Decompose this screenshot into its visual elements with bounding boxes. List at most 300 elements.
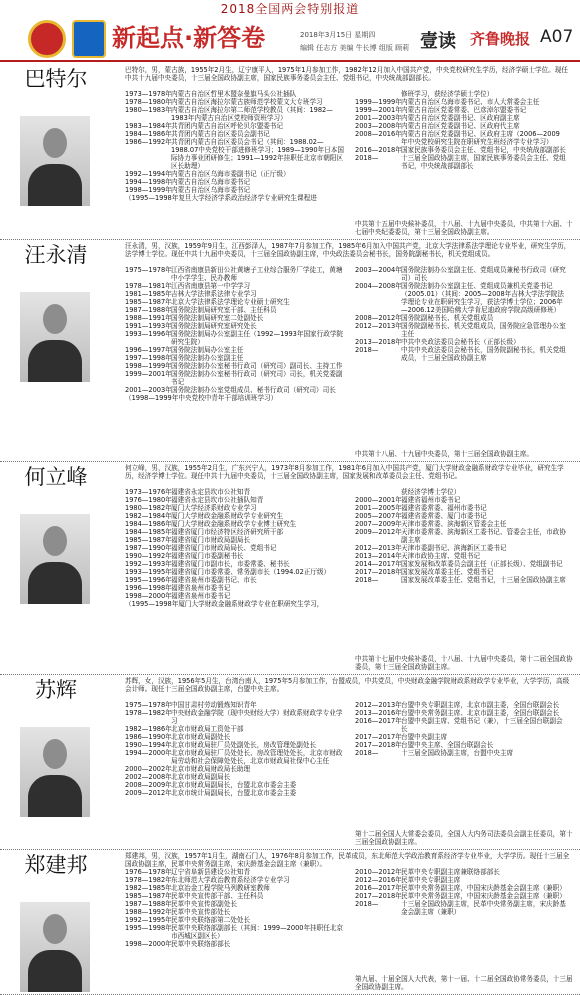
timeline-position: 内蒙古自治区乌海市委书记 [171,186,251,194]
timeline-position: 北京市财政局财政局长助理 [171,765,251,773]
timeline-position: 获经济学博士学位） [401,488,461,496]
portrait-photo [20,514,90,604]
timeline-position: 中国甘肃村劳动锻炼知识青年 [171,701,257,709]
timeline-note: （1998—1999年中央党校中青年干部培训班学习） [125,394,278,402]
timeline-years: 1984—1985年 [125,528,172,536]
timeline-position: 福建省厦门市委副秘书长 [171,552,244,560]
header-date: 2018年3月15日 星期四 [300,31,376,39]
timeline-row [125,306,347,314]
timeline-position: 台盟中央副主席 [401,733,448,741]
portrait-head-shape [43,914,67,944]
timeline-row [125,725,347,733]
timeline-years: 2004—2008年 [355,282,402,290]
newspaper-logo: 齐鲁晚报 [470,30,531,48]
timeline-position: 厦门大学财政金融系财政学专业研究生 [171,512,284,520]
timeline-row [125,386,347,394]
timeline-years: 1985—1987年 [125,536,172,544]
timeline-row [125,773,347,781]
person-name: 何立峰 [24,465,88,489]
career-timeline-left [125,488,347,608]
timeline-position: 国务院法制局办公室副主任（1992—1993年国家行政学院研究生院） [171,330,344,346]
career-timeline-left [125,701,347,797]
timeline-row [125,884,347,892]
timeline-years: 1978—1982年 [125,876,172,884]
timeline-years: 2018— [355,346,379,354]
timeline-row [125,298,347,306]
timeline-position: 福建省泉州市委副书记、市长 [171,576,257,584]
timeline-row [355,346,573,362]
timeline-position: 厦门大学财政金融系财政学专业博士研究生 [171,520,297,528]
timeline-years: 2018— [355,154,379,162]
portrait-photo [20,727,90,817]
timeline-position: 内蒙古自治区海拉尔蒙古族师范学校蒙文大专班学习 [171,98,323,106]
header-title: 新起点·新答卷 [112,24,266,52]
timeline-position: 国务院法制办公室副主任、党组成员兼机关党委书记（2005.01）（其间：2005—2008年吉林大学法学院法学理论专业在职研究生学习，获法学博士学位；2006年—2006.12美国哈佛大学肯尼迪政府学院高级研修班） [401,282,565,314]
cppcc-emblem-icon [72,20,106,58]
timeline-years: 1995—1998年 [125,924,172,932]
timeline-years: 1978—1982年 [125,709,172,717]
timeline-years: 1973—1978年 [125,90,172,98]
timeline-position: 内蒙古自治区党委副书记、区政府主席（2006—2009年中央党校研究生院在职研究生班经济学专业学习） [401,130,560,146]
timeline-position: 民革中央联络部副部长（其间：1999—2000年挂职任北京市西城区副区长） [171,924,344,940]
timeline-row [125,322,347,330]
timeline-years: 1980—1983年 [125,106,172,114]
career-timeline-left [125,90,347,202]
timeline-row [355,868,573,876]
timeline-years: 1993—1995年 [125,568,172,576]
person-profile [0,850,580,995]
timeline-years: 2001—2005年 [355,504,402,512]
timeline-years: 1985—1987年 [125,298,172,306]
timeline-position: 民革中央宣传部干部、主任科员 [171,892,264,900]
person-profile [0,64,580,240]
timeline-years: 1987—1990年 [125,544,172,552]
timeline-row [125,560,347,568]
timeline-row [125,916,347,924]
timeline-position: 十三届全国政协副主席，民革中央常务副主席，宋庆龄基金会副主席（兼职） [401,900,566,916]
timeline-years: 1976—1978年 [125,868,172,876]
timeline-position: 福建省永定县坎市公社知青 [171,488,251,496]
timeline-row [355,504,573,512]
career-timeline-right [355,90,573,170]
timeline-row [125,701,347,709]
timeline-position: 厦门大学经济系财政专业学习 [171,504,257,512]
timeline-row [125,765,347,773]
timeline-position: 北京市财政局副处长 [171,733,231,741]
timeline-row [125,90,347,98]
timeline-row [355,266,573,282]
timeline-position: 内蒙古自治区党委副书记、区政府代主席 [401,122,520,130]
timeline-row [355,749,573,757]
timeline-row [125,592,347,600]
timeline-row [125,781,347,789]
timeline-years: 2008—2009年 [125,781,172,789]
timeline-position: 国务院法制局研究室干部、主任科员 [171,306,277,314]
timeline-row [355,733,573,741]
timeline-row [125,789,347,797]
timeline-position: 民革中央常务副主席，中国宋庆龄基金会副主席（兼职） [401,892,566,900]
timeline-position: 天津市委常委、滨海新区管委会主任 [401,520,507,528]
person-bio: 巴特尔，男，蒙古族，1955年2月生，辽宁康平人，1975年1月参加工作，1982年12月加入中国共产党，中央党校研究生学历，经济学硕士学位。现任中共十九届中央委员，十三届全国政协副主席，国家民族事务委员会主任、党组书记，中央统战部副部长。 [125,66,568,82]
timeline-position: 国务院法制办公室秘书行政司（研究司）副司长、主持工作 [171,362,343,370]
timeline-years: 1982—1985年 [125,884,172,892]
timeline-position: 天津市委副书记、滨海新区工委书记 [401,544,507,552]
timeline-position: 福建省委常委、厦门市委书记 [401,512,487,520]
timeline-row [355,98,573,106]
timeline-row [125,584,347,592]
person-name: 苏辉 [35,678,77,702]
section-name: 壹读 [420,31,456,52]
person-name: 巴特尔 [24,67,88,91]
portrait-head-shape [43,128,67,158]
career-timeline-right [355,701,573,757]
timeline-position: 内蒙古自治区乌海市委书记 [171,178,251,186]
timeline-row [355,884,573,892]
timeline-position: 民革中央宣传部副处长 [171,900,237,908]
timeline-row [125,98,347,106]
timeline-years: 2008—2016年 [355,130,402,138]
person-name: 郑建邦 [24,853,88,877]
timeline-row [355,496,573,504]
timeline-position: 修班学习，获经济学硕士学位） [401,90,494,98]
timeline-years: 2013—2016年 [355,709,402,717]
person-profile [0,675,580,850]
timeline-position: 内蒙古自治区海拉尔第二师范学校教员（其间：1982—1983年内蒙古自治区党校师资班学习） [171,106,333,122]
timeline-row [125,266,347,282]
timeline-years: 1982—1986年 [125,725,172,733]
timeline-row [125,536,347,544]
timeline-row [355,314,573,322]
timeline-years: 1988—1992年 [125,908,172,916]
timeline-row [125,330,347,346]
timeline-years: 1992—1993年 [125,560,172,568]
timeline-row [355,544,573,552]
page-number: A07 [540,27,574,47]
timeline-row [355,568,573,576]
timeline-years: 1996—1998年 [125,584,172,592]
timeline-row [125,346,347,354]
timeline-years: 1984—1986年 [125,130,172,138]
timeline-row [125,488,347,496]
timeline-row [125,504,347,512]
timeline-row [355,90,573,98]
timeline-position: 民革中央专职副主席兼联络部部长 [401,868,500,876]
timeline-position: 福建省厦门市经济特区经济研究所干部 [171,528,284,536]
timeline-years: 2003—2004年 [355,266,402,274]
career-timeline-right [355,488,573,584]
timeline-position: 北京市财政局副局长 [171,773,231,781]
timeline-years: 1990—1992年 [125,552,172,560]
timeline-row [355,146,573,154]
timeline-years: 1975—1978年 [125,266,172,274]
timeline-row [125,496,347,504]
timeline-position: 国家发展和改革委员会副主任（正部长级）、党组副书记 [401,560,563,568]
timeline-position: 国务院法制办公室副主任 [171,354,244,362]
timeline-years: 1986—1992年 [125,138,172,146]
timeline-years: 2012—2013年 [355,544,402,552]
timeline-years: 2009—2012年 [355,528,402,536]
timeline-years: 2013—2014年 [355,552,402,560]
header-banner: 2018全国两会特别报道 [220,2,360,16]
national-emblem-icon [28,20,66,58]
timeline-position: 福建省厦门市副市长，市委常委、秘书长 [171,560,290,568]
timeline-years: 2017—2018年 [355,741,402,749]
timeline-years: 2003—2008年 [355,122,402,130]
timeline-row [355,576,573,584]
timeline-position: 台盟中央副主席、党组书记（兼），十三届全国台联副会长 [401,717,563,733]
career-timeline-left [125,266,347,402]
portrait-head-shape [43,304,67,334]
timeline-years: 1990—1994年 [125,741,172,749]
timeline-years: 1980—1982年 [125,504,172,512]
timeline-row [125,362,347,370]
timeline-years: 1998—2000年 [125,940,172,948]
timeline-row [125,512,347,520]
timeline-years: 2010—2012年 [355,868,402,876]
timeline-row [125,520,347,528]
timeline-position: 国家发展改革委主任、党组书记，十三届全国政协副主席 [401,576,566,584]
portrait-photo [20,292,90,382]
timeline-row [355,512,573,520]
timeline-years: 1984—1986年 [125,520,172,528]
timeline-position: 国家发展改革委主任、党组书记 [401,568,494,576]
timeline-position: 内蒙古自治区乌海市委书记、市人大常委会主任 [401,98,540,106]
timeline-row [355,892,573,900]
timeline-position: 国务院副秘书长、机关党组成员 [401,314,494,322]
timeline-row [355,520,573,528]
timeline-note: （1995—1998年复旦大学经济学系政治经济学专业研究生课程进 [125,194,317,202]
timeline-years: 1981—1985年 [125,290,172,298]
timeline-position: 中共中央政法委员会秘书长，国务院副秘书长，机关党组成员，十三届全国政协副主席 [401,346,566,362]
timeline-row [355,338,573,346]
portrait-photo [20,902,90,992]
timeline-position: 国务院法制办公室秘书行政司（研究司）司长，机关党委副书记 [171,370,343,386]
timeline-position: 国务院法制局研究室二处副处长 [171,314,264,322]
timeline-years: 1993—1996年 [125,330,172,338]
person-bio: 何立峰，男，汉族，1955年2月生，广东兴宁人，1973年8月参加工作，1981年6月加入中国共产党，厦门大学财政金融系财政学专业毕业，研究生学历，经济学博士学位。现任中共十九届中央委员，十三届全国政协副主席，国家发展和改革委员会主任、党组书记。 [125,464,564,480]
timeline-row [125,741,347,749]
timeline-position: 江西省南康县新田公社黄塘子工业综合服务厂学徒工，黄塘中小学学生、民办教师 [171,266,343,282]
timeline-row [125,354,347,362]
timeline-row [125,528,347,536]
timeline-row [125,282,347,290]
portrait-head-shape [43,739,67,769]
timeline-row [355,154,573,170]
timeline-years: 2001—2003年 [355,114,402,122]
timeline-position: 国务院法制局办公室主任 [171,346,244,354]
timeline-row [125,940,347,948]
timeline-years: 2008—2012年 [355,314,402,322]
timeline-row [125,568,347,576]
timeline-years: 1997—1998年 [125,354,172,362]
timeline-years: 2017—2018年 [355,892,402,900]
timeline-position: 民革中央专职副主席 [401,876,461,884]
timeline-row [355,709,573,717]
timeline-position: 台盟中央主席、全国台联副会长 [401,741,494,749]
timeline-position: 国务院法制局研究室研究处长 [171,322,257,330]
timeline-years: 1992—1994年 [125,170,172,178]
timeline-years: 1988—1991年 [125,314,172,322]
timeline-row [125,370,347,386]
timeline-row [125,876,347,884]
timeline-position: 内蒙古自治区党委常委、巴彦淖尔盟委书记 [401,106,527,114]
career-timeline-right [355,868,573,916]
timeline-years: 2016—2017年 [355,884,402,892]
timeline-position: 内蒙古自治区哲里木盟奈曼旗马头公社插队 [171,90,297,98]
timeline-position: 东北师范大学政治教育系经济学专业学习 [171,876,290,884]
timeline-years: 1975—1978年 [125,701,172,709]
timeline-position: 北京市财政局驻厂员处处长、房改管理处处长，北京市财政局劳动和社会保障处处长，北京市财政局社保中心主任 [171,749,343,765]
timeline-position: 福建省厦门市财政局副局长 [171,536,251,544]
timeline-years: 2001—2003年 [125,386,172,394]
timeline-position: 国家民族事务委员会主任、党组书记，中央统战部副部长 [401,146,566,154]
timeline-row [125,290,347,298]
timeline-row [125,924,347,940]
timeline-position: 共青团内蒙古自治区委员会副书记 [171,130,270,138]
timeline-position: 吉林大学法律系法律专业学习 [171,290,257,298]
timeline-position: 北京市财政局驻厂员处副处长，房改管理处副处长 [171,741,317,749]
timeline-years: 2007—2009年 [355,520,402,528]
timeline-row [125,733,347,741]
career-timeline-right [355,266,573,362]
timeline-years: 1999—2001年 [355,106,402,114]
timeline-years: 2012—2013年 [355,322,402,330]
timeline-position: 北京冶金工程学院马列教研室教师 [171,884,270,892]
timeline-position: 台盟中央常务副主席、北京市副主委，全国台联副会长 [401,709,560,717]
timeline-row [125,709,347,725]
timeline-years: 1976—1980年 [125,496,172,504]
timeline-position: 民革中央联络部第二处处长 [171,916,251,924]
timeline-position: 内蒙古自治区乌海市委副书记（正厅级） [171,170,290,178]
timeline-years: 2000—2001年 [355,496,402,504]
timeline-years: 1994—2000年 [125,749,172,757]
timeline-years: 1994—1998年 [125,178,172,186]
timeline-position: 中央财政金融学院（现中央财经大学）财政系财政学专业学习 [171,709,343,725]
membership-summary: 第九届、十届全国人大代表，第十一届、十二届全国政协常务委员，十三届全国政协副主席。 [355,975,573,991]
portrait-body-shape [28,775,82,817]
timeline-position: 内蒙古自治区党委副书记、区政府副主席 [401,114,520,122]
timeline-years: 1991—1993年 [125,322,172,330]
timeline-row [125,749,347,765]
timeline-row [355,106,573,114]
timeline-row [125,178,347,186]
timeline-years: 1992—1995年 [125,916,172,924]
timeline-position: 福建省泉州市委书记 [171,592,231,600]
timeline-row [355,122,573,130]
timeline-position: 江西省南康县第一中学学习 [171,282,251,290]
timeline-position: 中共中央政法委员会秘书长（正部长级） [401,338,520,346]
timeline-position: 共青团内蒙古自治区委员会书记（其间：1988.02—1988.07中央党校干部进修班学习；1989—1990年日本国际协力事业团研修生；1991—1992年挂职任北京市朝阳区区长助理） [171,138,344,170]
timeline-row [355,900,573,916]
timeline-row [125,892,347,900]
portrait-body-shape [28,950,82,992]
timeline-position: 台盟中央专职副主席，北京市副主委，全国台联副会长 [401,701,560,709]
timeline-years: 2013—2018年 [355,338,402,346]
timeline-position: 民革中央宣传部处长 [171,908,231,916]
timeline-row [125,868,347,876]
timeline-years: 2017—2018年 [355,568,402,576]
timeline-row [355,282,573,314]
timeline-position: 北京市财政局工资处干部 [171,725,244,733]
timeline-position: 国务院法制办公室副主任、党组成员兼秘书行政司（研究司）司长 [401,266,566,282]
timeline-position: 国务院法制办公室党组成员、秘书行政司（研究司）司长 [171,386,336,394]
timeline-years: 2018— [355,576,379,584]
timeline-row [355,717,573,733]
timeline-row [125,106,347,122]
person-bio: 郑建邦，男，汉族，1957年1月生，湖南石门人，1976年8月参加工作，民革成员，东北师范大学政治教育系经济学专业毕业，大学学历。现任十三届全国政协副主席，民革中央常务副主席，宋庆龄基金会副主席（兼职）。 [125,852,570,868]
timeline-position: 民革中央常务副主席，中国宋庆龄基金会副主席（兼职） [401,884,566,892]
timeline-row [355,322,573,338]
timeline-years: 2017—2017年 [355,733,402,741]
timeline-row [125,908,347,916]
timeline-years: 2016—2018年 [355,146,402,154]
timeline-row [355,741,573,749]
timeline-years: 1978—1981年 [125,282,172,290]
timeline-years: 1978—1980年 [125,98,172,106]
timeline-years: 1998—2000年 [125,592,172,600]
timeline-years: 1987—1988年 [125,900,172,908]
timeline-position: 北京市统计局副局长，台盟北京市委会主委 [171,789,297,797]
timeline-row [125,900,347,908]
timeline-row [125,576,347,584]
timeline-position: 福建省厦门市财政局局长、党组书记 [171,544,277,552]
timeline-years: 1998—1999年 [125,186,172,194]
person-name: 汪永清 [24,243,88,267]
timeline-row [355,560,573,568]
timeline-years: 2012—2016年 [355,876,402,884]
timeline-years: 2016—2017年 [355,717,402,725]
timeline-years: 1986—1990年 [125,733,172,741]
timeline-years: 2012—2013年 [355,701,402,709]
person-bio: 汪永清，男，汉族，1959年9月生，江西彭泽人，1987年7月参加工作，1985年6月加入中国共产党，北京大学法律系法学理论专业毕业，研究生学历，法学博士学位。现任中共十九届中央委员，十三届全国政协副主席，中央政法委员会秘书长，国务院副秘书长，机关党组成员。 [125,242,571,258]
timeline-row [125,122,347,130]
timeline-years: 1985—1987年 [125,892,172,900]
timeline-position: 福建省委常委、福州市委书记 [401,504,487,512]
membership-summary: 中共第十八届、十九届中央委员，第十三届全国政协副主席。 [355,450,534,458]
person-profile [0,240,580,462]
timeline-row [125,544,347,552]
timeline-row [355,130,573,146]
timeline-years: 2014—2017年 [355,560,402,568]
page-header [0,0,580,62]
timeline-row [355,701,573,709]
timeline-position: 十三届全国政协副主席，台盟中央主席 [401,749,514,757]
timeline-years: 2005—2007年 [355,512,402,520]
timeline-row [355,876,573,884]
timeline-position: 辽宁省阜新县建设公社知青 [171,868,251,876]
timeline-years: 1998—1999年 [125,362,172,370]
portrait-head-shape [43,526,67,556]
timeline-years: 1999—2001年 [125,370,172,378]
timeline-years: 1973—1976年 [125,488,172,496]
timeline-row [355,552,573,560]
timeline-years: 1999—1999年 [355,98,402,106]
timeline-years: 1982—1984年 [125,512,172,520]
timeline-row [125,552,347,560]
membership-summary: 第十二届全国人大常委会委员，全国人大内务司法委员会副主任委员，第十三届全国政协副主席。 [355,830,573,846]
timeline-years: 1995—1996年 [125,576,172,584]
timeline-note: （1995—1998年厦门大学财政金融系财政学专业在职研究生学习， [125,600,324,608]
timeline-row [125,138,347,170]
timeline-position: 福建省厦门市委常委、常务副市长（1994.02正厅级） [171,568,331,576]
career-timeline-left [125,868,347,948]
timeline-years: 2018— [355,900,379,908]
timeline-position: 天津市委常委、滨海新区工委书记、管委会主任，市政协副主席 [401,528,566,544]
timeline-row [125,314,347,322]
timeline-position: 天津市政协主席、党组书记 [401,552,481,560]
timeline-years: 1996—1997年 [125,346,172,354]
timeline-row [355,528,573,544]
